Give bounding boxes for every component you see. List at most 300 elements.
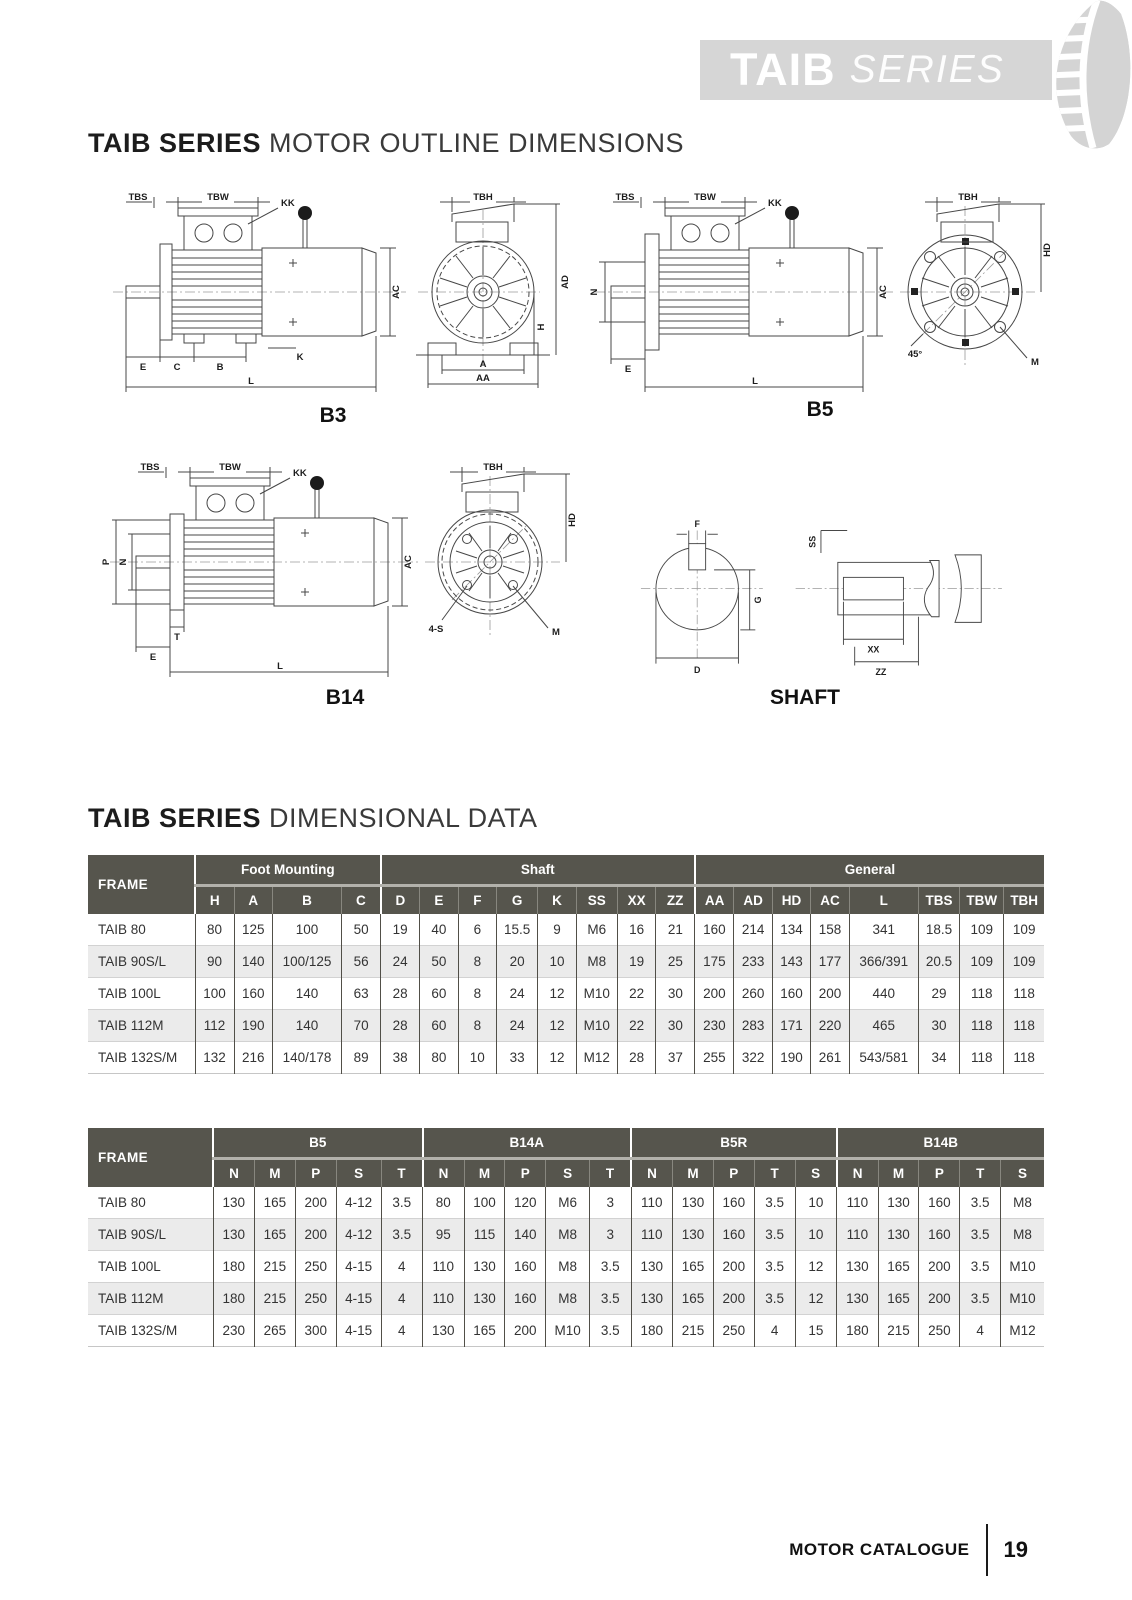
value-cell: 12	[538, 1010, 576, 1042]
value-cell: 465	[849, 1010, 918, 1042]
value-cell: 4-12	[336, 1219, 381, 1251]
value-cell: 118	[960, 978, 1004, 1010]
value-cell: 3.5	[754, 1251, 795, 1283]
value-cell: M8	[1001, 1219, 1044, 1251]
group-header: B14B	[837, 1128, 1044, 1159]
value-cell: 22	[617, 1010, 655, 1042]
value-cell: 215	[255, 1283, 296, 1315]
section-title-outline	[88, 128, 684, 159]
table-row	[88, 978, 1044, 1010]
column-header: C	[342, 886, 381, 915]
b5-dim-e: E	[624, 364, 632, 375]
drawing-label-shaft: SHAFT	[770, 686, 840, 709]
value-cell: 130	[213, 1219, 255, 1251]
section-title-outline-rest: MOTOR OUTLINE DIMENSIONS	[269, 128, 685, 158]
banner-subtitle: SERIES	[849, 48, 1005, 91]
value-cell: 125	[234, 914, 272, 946]
frame-cell: TAIB 100L	[88, 1251, 213, 1283]
column-header: N	[837, 1159, 879, 1188]
b5-side-view	[595, 197, 893, 392]
value-cell: 165	[255, 1187, 296, 1219]
shaft-dim-f: F	[694, 518, 700, 529]
value-cell: 3.5	[590, 1283, 632, 1315]
column-header: S	[795, 1159, 837, 1188]
value-cell: 130	[878, 1187, 919, 1219]
column-header: L	[849, 886, 918, 915]
value-cell: 19	[381, 914, 420, 946]
value-cell: 24	[381, 946, 420, 978]
shaft-dim-g: G	[752, 596, 763, 604]
value-cell: 110	[837, 1219, 879, 1251]
value-cell: 115	[464, 1219, 505, 1251]
section-title-data-bold: TAIB SERIES	[88, 803, 262, 833]
header-banner	[700, 40, 1052, 100]
b14-dim-t: T	[174, 632, 180, 643]
b14-drawing	[100, 462, 590, 707]
value-cell: 130	[673, 1187, 714, 1219]
value-cell: 165	[673, 1283, 714, 1315]
value-cell: M12	[576, 1042, 617, 1074]
value-cell: M8	[576, 946, 617, 978]
value-cell: 10	[458, 1042, 496, 1074]
value-cell: 250	[295, 1251, 336, 1283]
value-cell: 200	[919, 1251, 960, 1283]
value-cell: 21	[656, 914, 695, 946]
frame-cell: TAIB 112M	[88, 1010, 195, 1042]
value-cell: 3.5	[754, 1219, 795, 1251]
b14-dim-ac: AC	[403, 555, 414, 569]
b3-dim-kk: KK	[281, 198, 295, 209]
value-cell: 230	[695, 1010, 734, 1042]
value-cell: 265	[255, 1315, 296, 1347]
value-cell: 90	[195, 946, 234, 978]
value-cell: 16	[617, 914, 655, 946]
column-header: M	[255, 1159, 296, 1188]
value-cell: 4-15	[336, 1283, 381, 1315]
footer-divider	[986, 1524, 988, 1576]
column-header: S	[336, 1159, 381, 1188]
value-cell: 70	[342, 1010, 381, 1042]
table-row	[88, 1283, 1044, 1315]
value-cell: 118	[960, 1010, 1004, 1042]
value-cell: 56	[342, 946, 381, 978]
value-cell: 341	[849, 914, 918, 946]
value-cell: 3.5	[754, 1283, 795, 1315]
value-cell: 9	[538, 914, 576, 946]
b14-dim-m: M	[552, 627, 560, 638]
frame-cell: TAIB 112M	[88, 1283, 213, 1315]
shaft-dim-d: D	[693, 665, 701, 675]
b14-dim-l: L	[277, 661, 283, 672]
drawing-label-b5: B5	[806, 398, 834, 421]
value-cell: 171	[772, 1010, 810, 1042]
b3-dim-a: A	[479, 359, 487, 370]
value-cell: 180	[631, 1315, 673, 1347]
value-cell: 4-15	[336, 1251, 381, 1283]
value-cell: 100	[195, 978, 234, 1010]
table-row	[88, 1219, 1044, 1251]
column-header: A	[234, 886, 272, 915]
value-cell: M10	[576, 978, 617, 1010]
value-cell: 28	[381, 1010, 420, 1042]
value-cell: 60	[420, 1010, 458, 1042]
value-cell: 140	[272, 1010, 341, 1042]
b5-dim-tbw: TBW	[694, 192, 716, 203]
value-cell: 109	[960, 914, 1004, 946]
column-header: F	[458, 886, 496, 915]
value-cell: 300	[295, 1315, 336, 1347]
table-row	[88, 1315, 1044, 1347]
frame-cell: TAIB 132S/M	[88, 1042, 195, 1074]
value-cell: 165	[878, 1251, 919, 1283]
value-cell: 140	[234, 946, 272, 978]
value-cell: M10	[1001, 1283, 1044, 1315]
value-cell: 160	[713, 1187, 754, 1219]
value-cell: 250	[919, 1315, 960, 1347]
value-cell: 12	[795, 1251, 837, 1283]
value-cell: 130	[837, 1283, 879, 1315]
column-header: AA	[695, 886, 734, 915]
value-cell: 233	[734, 946, 772, 978]
column-header: D	[381, 886, 420, 915]
value-cell: 24	[497, 1010, 538, 1042]
value-cell: 80	[420, 1042, 458, 1074]
column-header: SS	[576, 886, 617, 915]
b5-end-view	[900, 197, 1045, 367]
b14-dim-p: P	[101, 558, 112, 566]
header-cols-row	[88, 1159, 1044, 1188]
value-cell: 160	[695, 914, 734, 946]
value-cell: 215	[673, 1315, 714, 1347]
value-cell: 8	[458, 978, 496, 1010]
value-cell: 200	[505, 1315, 546, 1347]
value-cell: 100	[464, 1187, 505, 1219]
value-cell: 160	[505, 1251, 546, 1283]
shaft-dim-zz: ZZ	[875, 666, 887, 677]
value-cell: 3.5	[590, 1251, 632, 1283]
value-cell: 63	[342, 978, 381, 1010]
value-cell: 8	[458, 1010, 496, 1042]
value-cell: 110	[631, 1219, 673, 1251]
value-cell: 118	[1004, 978, 1044, 1010]
b3-dim-b: B	[216, 362, 224, 373]
value-cell: 50	[342, 914, 381, 946]
value-cell: 80	[195, 914, 234, 946]
value-cell: 19	[617, 946, 655, 978]
table-row	[88, 1187, 1044, 1219]
value-cell: 3	[590, 1187, 632, 1219]
value-cell: 230	[213, 1315, 255, 1347]
value-cell: 18.5	[918, 914, 959, 946]
value-cell: 22	[617, 978, 655, 1010]
b14-dim-tbs: TBS	[140, 462, 160, 473]
group-header: Shaft	[381, 855, 695, 886]
shaft-drawing	[590, 478, 1020, 703]
value-cell: 3.5	[754, 1187, 795, 1219]
b14-side-view	[110, 467, 418, 677]
value-cell: 130	[213, 1187, 255, 1219]
value-cell: 4-12	[336, 1187, 381, 1219]
value-cell: 20	[497, 946, 538, 978]
frame-cell: TAIB 100L	[88, 978, 195, 1010]
table-body	[88, 1187, 1044, 1347]
value-cell: 140	[272, 978, 341, 1010]
value-cell: 160	[919, 1187, 960, 1219]
value-cell: 130	[464, 1283, 505, 1315]
value-cell: 180	[213, 1251, 255, 1283]
b3-drawing	[88, 192, 578, 424]
table-body	[88, 914, 1044, 1074]
value-cell: 28	[617, 1042, 655, 1074]
column-header: S	[1001, 1159, 1044, 1188]
value-cell: 160	[713, 1219, 754, 1251]
value-cell: 543/581	[849, 1042, 918, 1074]
value-cell: M10	[546, 1315, 590, 1347]
shaft-dim-xx: XX	[867, 644, 880, 655]
column-header: M	[464, 1159, 505, 1188]
value-cell: 10	[538, 946, 576, 978]
value-cell: 132	[195, 1042, 234, 1074]
value-cell: 160	[234, 978, 272, 1010]
b5-dim-m: M	[1031, 357, 1039, 368]
column-header: TBW	[960, 886, 1004, 915]
value-cell: 143	[772, 946, 810, 978]
b5-dim-kk: KK	[768, 198, 782, 209]
value-cell: 130	[631, 1283, 673, 1315]
value-cell: 322	[734, 1042, 772, 1074]
value-cell: 109	[1004, 914, 1044, 946]
value-cell: 200	[811, 978, 849, 1010]
value-cell: 110	[631, 1187, 673, 1219]
value-cell: 3.5	[960, 1283, 1001, 1315]
header-group-row	[88, 1128, 1044, 1159]
value-cell: M6	[546, 1187, 590, 1219]
header-group-row	[88, 855, 1044, 886]
value-cell: 130	[837, 1251, 879, 1283]
b5-dim-tbs: TBS	[615, 192, 635, 203]
value-cell: 109	[960, 946, 1004, 978]
section-title-data-rest: DIMENSIONAL DATA	[269, 803, 538, 833]
b3-dim-ac: AC	[391, 285, 402, 299]
table-row	[88, 1042, 1044, 1074]
value-cell: 130	[673, 1219, 714, 1251]
value-cell: 4	[960, 1315, 1001, 1347]
value-cell: 250	[295, 1283, 336, 1315]
value-cell: 37	[656, 1042, 695, 1074]
value-cell: 200	[919, 1283, 960, 1315]
group-header: B14A	[423, 1128, 632, 1159]
value-cell: 120	[505, 1187, 546, 1219]
dimensional-data-table-1	[88, 855, 1044, 1074]
b3-dim-e: E	[139, 362, 147, 373]
value-cell: 220	[811, 1010, 849, 1042]
value-cell: M8	[546, 1251, 590, 1283]
value-cell: 110	[423, 1283, 465, 1315]
b14-dim-tbw: TBW	[219, 462, 241, 473]
page-footer	[789, 1524, 1028, 1576]
b3-dim-h: H	[536, 323, 547, 331]
frame-cell: TAIB 132S/M	[88, 1315, 213, 1347]
column-header: N	[213, 1159, 255, 1188]
frame-column-header: FRAME	[88, 1128, 213, 1187]
column-header: XX	[617, 886, 655, 915]
value-cell: 95	[423, 1219, 465, 1251]
value-cell: 165	[878, 1283, 919, 1315]
b14-dim-e: E	[149, 652, 157, 663]
b14-end-view	[425, 467, 570, 637]
value-cell: 34	[918, 1042, 959, 1074]
value-cell: 200	[713, 1283, 754, 1315]
value-cell: M8	[1001, 1187, 1044, 1219]
value-cell: 200	[713, 1251, 754, 1283]
drawing-label-b3: B3	[319, 404, 347, 427]
column-header: E	[420, 886, 458, 915]
value-cell: M10	[576, 1010, 617, 1042]
value-cell: 3.5	[381, 1187, 423, 1219]
table-row	[88, 946, 1044, 978]
value-cell: 160	[772, 978, 810, 1010]
value-cell: 177	[811, 946, 849, 978]
value-cell: 4	[754, 1315, 795, 1347]
table-head	[88, 1128, 1044, 1187]
value-cell: 118	[1004, 1042, 1044, 1074]
header-cols-row	[88, 886, 1044, 915]
b3-dim-l: L	[248, 376, 254, 387]
value-cell: 134	[772, 914, 810, 946]
column-header: TBH	[1004, 886, 1044, 915]
shaft-dim-ss: SS	[807, 535, 818, 548]
value-cell: 40	[420, 914, 458, 946]
value-cell: 29	[918, 978, 959, 1010]
table-row	[88, 1251, 1044, 1283]
b3-dim-c: C	[173, 362, 181, 373]
b3-dim-k: K	[296, 352, 304, 363]
column-header: T	[590, 1159, 632, 1188]
shaft-section-view	[641, 531, 763, 664]
page-number: 19	[1003, 1537, 1028, 1562]
column-header: T	[960, 1159, 1001, 1188]
group-header: B5	[213, 1128, 423, 1159]
group-header: General	[695, 855, 1044, 886]
value-cell: 130	[423, 1315, 465, 1347]
value-cell: 130	[464, 1251, 505, 1283]
value-cell: 160	[919, 1219, 960, 1251]
b3-dim-tbs: TBS	[128, 192, 148, 203]
value-cell: 214	[734, 914, 772, 946]
value-cell: 130	[631, 1251, 673, 1283]
value-cell: 28	[381, 978, 420, 1010]
value-cell: 3.5	[960, 1251, 1001, 1283]
value-cell: 283	[734, 1010, 772, 1042]
b5-dim-ac: AC	[878, 285, 889, 299]
b3-dim-tbw: TBW	[207, 192, 229, 203]
value-cell: 215	[255, 1251, 296, 1283]
column-header: AD	[734, 886, 772, 915]
value-cell: 24	[497, 978, 538, 1010]
value-cell: 10	[795, 1219, 837, 1251]
value-cell: 110	[837, 1187, 879, 1219]
column-header: H	[195, 886, 234, 915]
value-cell: M12	[1001, 1315, 1044, 1347]
value-cell: 20.5	[918, 946, 959, 978]
column-header: N	[423, 1159, 465, 1188]
frame-cell: TAIB 80	[88, 914, 195, 946]
b5-dim-hd: HD	[1042, 243, 1053, 257]
value-cell: M8	[546, 1219, 590, 1251]
value-cell: 100/125	[272, 946, 341, 978]
value-cell: 190	[234, 1010, 272, 1042]
value-cell: 109	[1004, 946, 1044, 978]
b5-dim-l: L	[752, 376, 758, 387]
column-header: M	[878, 1159, 919, 1188]
column-header: N	[631, 1159, 673, 1188]
frame-cell: TAIB 90S/L	[88, 1219, 213, 1251]
b14-dim-n: N	[118, 558, 129, 566]
value-cell: 4-15	[336, 1315, 381, 1347]
column-header: ZZ	[656, 886, 695, 915]
value-cell: 165	[673, 1251, 714, 1283]
value-cell: 100	[272, 914, 341, 946]
b5-dim-n: N	[589, 288, 600, 296]
value-cell: 200	[295, 1187, 336, 1219]
value-cell: 261	[811, 1042, 849, 1074]
value-cell: 80	[423, 1187, 465, 1219]
value-cell: 366/391	[849, 946, 918, 978]
column-header: S	[546, 1159, 590, 1188]
value-cell: 255	[695, 1042, 734, 1074]
table-head	[88, 855, 1044, 914]
column-header: P	[295, 1159, 336, 1188]
shaft-side-view	[796, 531, 1002, 666]
value-cell: 165	[255, 1219, 296, 1251]
value-cell: 110	[423, 1251, 465, 1283]
value-cell: 216	[234, 1042, 272, 1074]
value-cell: 38	[381, 1042, 420, 1074]
value-cell: 140/178	[272, 1042, 341, 1074]
value-cell: 12	[795, 1283, 837, 1315]
value-cell: 215	[878, 1315, 919, 1347]
column-header: AC	[811, 886, 849, 915]
value-cell: 6	[458, 914, 496, 946]
column-header: P	[713, 1159, 754, 1188]
group-header: Foot Mounting	[195, 855, 381, 886]
value-cell: 4	[381, 1283, 423, 1315]
value-cell: 3	[590, 1219, 632, 1251]
column-header: HD	[772, 886, 810, 915]
value-cell: 4	[381, 1251, 423, 1283]
value-cell: 440	[849, 978, 918, 1010]
value-cell: 3.5	[590, 1315, 632, 1347]
column-header: B	[272, 886, 341, 915]
value-cell: 3.5	[960, 1187, 1001, 1219]
frame-cell: TAIB 80	[88, 1187, 213, 1219]
value-cell: 200	[695, 978, 734, 1010]
value-cell: 250	[713, 1315, 754, 1347]
value-cell: 165	[464, 1315, 505, 1347]
value-cell: 3.5	[960, 1219, 1001, 1251]
b14-dim-kk: KK	[293, 468, 307, 479]
value-cell: 4	[381, 1315, 423, 1347]
value-cell: 50	[420, 946, 458, 978]
column-header: M	[673, 1159, 714, 1188]
b5-drawing	[575, 192, 1065, 424]
b14-dim-tbh: TBH	[483, 462, 503, 473]
value-cell: 15.5	[497, 914, 538, 946]
value-cell: 30	[918, 1010, 959, 1042]
value-cell: 30	[656, 978, 695, 1010]
value-cell: 158	[811, 914, 849, 946]
value-cell: 180	[213, 1283, 255, 1315]
